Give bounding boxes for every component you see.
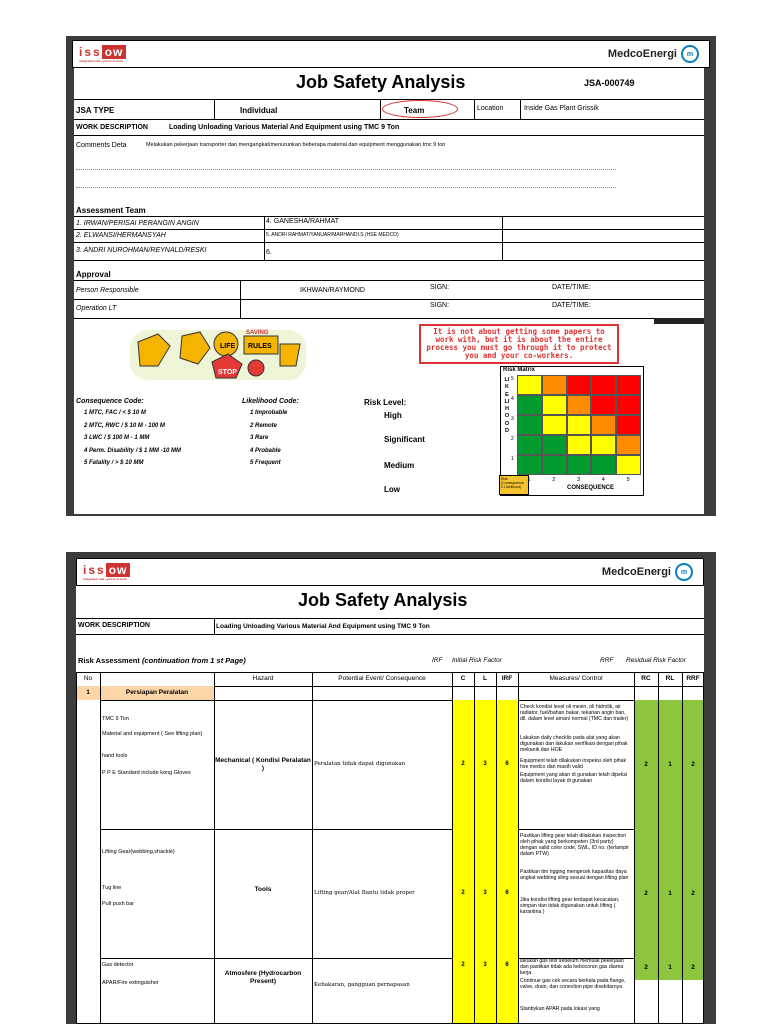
matrix-xlabel: CONSEQUENCE xyxy=(567,485,615,491)
risk-level-significant: Significant xyxy=(384,435,425,444)
risk-assessment-label: Risk Assessment (continuation from 1 st Page) xyxy=(78,656,246,665)
life-saving-rules-graphic xyxy=(130,322,306,382)
jsa-form xyxy=(74,68,704,514)
measure-item: Continue gas cek secara berkala pada flange, valve, drain, dan conection pipe disekitarnya xyxy=(520,978,626,990)
team-member-2: 2. ELWANSI/HERMANSYAH xyxy=(76,232,166,239)
header-band xyxy=(72,40,710,68)
rl-value: 1 xyxy=(668,964,672,971)
matrix-cell xyxy=(616,415,641,435)
table-vline xyxy=(100,672,101,1024)
measure-item: Lakukan daily checklis pada alat yang akan digunakan dan lakukan verifikasi dengan pihak mekanik dan HOE xyxy=(520,735,628,753)
issow-logo-2: iss ow integrated safe system of work xyxy=(83,563,130,581)
matrix-xtick-2: 2 xyxy=(552,477,556,483)
likelihood-item-3: 3 Rare xyxy=(250,435,269,441)
matrix-cell xyxy=(542,455,567,475)
hazard-item: Material and equipment ( See lifting plan) xyxy=(102,731,203,737)
page-title: Job Safety Analysis xyxy=(296,72,466,92)
matrix-cell xyxy=(591,455,616,475)
matrix-cell xyxy=(591,415,616,435)
column-header-measures-control: Measures/ Control xyxy=(549,675,603,682)
team-member-5: 5. ANDRI RAHMAT/YANUAR/MARHANDI.S (HSE MEDCO) xyxy=(266,232,399,238)
sign-label-2: SIGN: xyxy=(430,302,450,309)
matrix-cell xyxy=(616,455,641,475)
hazard-item: APAR/Fire extinguisher xyxy=(102,980,159,986)
medco-circle-icon: m xyxy=(681,45,699,63)
sign-label-1: SIGN: xyxy=(430,284,450,291)
rrf-value: 2 xyxy=(691,889,695,897)
hazard-cell: Mechanical ( Kondisi Peralatan ) xyxy=(215,756,311,772)
measure-item: Jika kondisi lifting gear terdapat kecacatan, simpan dan tidak digunakan untuk lifting ( karantina ) xyxy=(520,897,620,915)
matrix-cell xyxy=(567,455,592,475)
hazard-item: TMC 9 Ton xyxy=(102,716,129,722)
column-header-l: L xyxy=(483,675,487,682)
column-header-rc: RC xyxy=(641,675,651,682)
c-value: 2 xyxy=(461,760,465,767)
hazard-cell: Tools xyxy=(254,885,272,893)
column-header-c: C xyxy=(460,675,466,682)
consequence-item-1: 1 MTC, FAC / < $ 10 M xyxy=(84,410,146,416)
consequence-item-4: 4 Perm. Disability / $ 1 MM -10 MM xyxy=(84,447,182,454)
matrix-cell xyxy=(542,435,567,455)
comments-value: Melakukan pekerjaan transporter dan mengangkat/menurunkan beberapa material dan equipment menggunakan tmc 9 ton xyxy=(146,142,446,148)
person-responsible-value: IKHWAN/RAYMOND xyxy=(300,287,365,294)
event-cell: Lifting gear/Alat Bantu tidak proper xyxy=(314,889,415,896)
hazard-item: Gas detector xyxy=(102,962,134,968)
matrix-cell xyxy=(517,435,542,455)
irf-value: 6 xyxy=(505,889,509,896)
header-band-2 xyxy=(76,558,704,586)
risk-level-title: Risk Level: xyxy=(364,398,407,407)
table-vline xyxy=(214,672,215,1024)
column-header-hazard: Hazard xyxy=(252,675,274,682)
measure-item: Pastikan tim rigging mengecek kapasitas daya angkat webbing sling sesuai dengan lifting plan xyxy=(520,869,629,881)
location-value: Inside Gas Plant Grissik xyxy=(524,105,599,112)
l-value: 3 xyxy=(483,760,487,767)
hazard-item: Tug line xyxy=(102,885,122,891)
measure-item: lakukan gas test sebelum memulai pekerjaan dan pastikan tidak ada kebocoran gas diarea kerja xyxy=(520,958,624,976)
datetime-label-1: DATE/TIME: xyxy=(552,284,591,291)
risk-assessment-table xyxy=(76,672,704,1024)
jsa-type-team[interactable]: Team xyxy=(404,106,425,115)
table-vline xyxy=(658,672,659,1024)
jsa-page-1 xyxy=(66,36,716,516)
measure-item: Check kondisi level oli mesin, oli hidrolik, air radiator, fuel/bahan bakar, tekanan angin ban, dll. dalam level aman/ normal (TMC dan trailer) xyxy=(520,704,629,722)
team-member-3: 3. ANDRI NUROHMAN/REYNALD/RESKI xyxy=(76,247,207,254)
consequence-item-5: 5 Fatality / > $ 10 MM xyxy=(84,460,144,466)
dark-bar xyxy=(654,318,704,324)
matrix-ytick-4: 4 xyxy=(511,396,514,402)
matrix-cell xyxy=(591,395,616,415)
matrix-ytick-5: 5 xyxy=(511,376,514,382)
hazard-cell: Atmosfere (Hydrocarbon Present) xyxy=(224,970,302,985)
rrf-value: 2 xyxy=(691,964,695,971)
c-value: 2 xyxy=(461,962,465,968)
matrix-cell xyxy=(542,395,567,415)
consequence-item-3: 3 LWC / $ 100 M - 1 MM xyxy=(84,435,150,441)
measure-item: Equipment yang akan di gunakan telah dipeksi dalam kondisi layak di gunakan xyxy=(520,772,628,784)
table-vline xyxy=(452,672,453,1024)
matrix-ytick-3: 3 xyxy=(511,416,514,422)
matrix-xtick-5: 5 xyxy=(626,477,630,483)
rc-value: 2 xyxy=(644,760,648,768)
consequence-item-2: 2 MTC, RWC / $ 10 M - 100 M xyxy=(84,422,165,429)
rl-value: 1 xyxy=(668,889,672,897)
jsa-form-2 xyxy=(76,586,704,1024)
risk-level-medium: Medium xyxy=(384,461,415,470)
matrix-title: Risk Matrix xyxy=(503,367,536,373)
rrf-full: Residual Risk Factor xyxy=(626,657,686,664)
measure-item: Equipment telah dilakukan inspeksi oleh pihak hse medco dan masih valid xyxy=(520,758,627,770)
likelihood-item-1: 1 Improbable xyxy=(250,410,288,416)
l-value: 3 xyxy=(483,962,487,968)
table-vline xyxy=(703,672,704,1024)
team-member-1: 1. IRWAN/PERISAI PERANGIN ANGIN xyxy=(76,220,199,227)
consequence-title: Consequence Code: xyxy=(76,398,144,405)
safety-banner: It is not about getting some papers to work with, but it is about the entire process you must go through it to protect you and your co-workers. xyxy=(419,324,619,364)
rrf-value: 2 xyxy=(691,760,695,768)
team-member-6: 6. xyxy=(266,249,272,256)
column-header-potential-event-consequence: Potential Event/ Consequence xyxy=(338,675,426,682)
jsa-page-2 xyxy=(66,552,716,1024)
person-responsible-label: Person Responsible xyxy=(76,287,139,294)
irf-value: 6 xyxy=(505,760,509,767)
likelihood-item-5: 5 Frequent xyxy=(250,460,281,466)
datetime-label-2: DATE/TIME: xyxy=(552,302,591,309)
table-vline xyxy=(496,672,497,1024)
graphic-stop-text: STOP xyxy=(218,369,237,376)
team-member-4: 4. GANESHA/RAHMAT xyxy=(266,218,339,225)
matrix-cell xyxy=(591,375,616,395)
step-name-cell: Persiapan Peralatan xyxy=(100,686,214,700)
table-header-line xyxy=(76,672,704,673)
jsa-type-individual[interactable]: Individual xyxy=(240,106,278,115)
operation-lt-label: Operation LT xyxy=(76,305,117,312)
irf-value: 6 xyxy=(505,962,509,968)
medcoenergi-logo: MedcoEnergi m xyxy=(608,45,699,63)
matrix-legend: Risk (Consequence X Likelihood) xyxy=(499,475,529,495)
column-header-irf: IRF xyxy=(501,675,513,682)
graphic-rules-text: RULES xyxy=(248,343,272,350)
comments-label: Comments Deta xyxy=(76,142,127,149)
matrix-cell xyxy=(591,435,616,455)
hazard-item: Lifting Gear(webbing,shackle) xyxy=(102,849,175,855)
work-desc-label-2: WORK DESCRIPTION xyxy=(78,622,150,629)
medco-circle-icon-2: m xyxy=(675,563,693,581)
matrix-cell xyxy=(616,375,641,395)
work-desc-value-2: Loading Unloading Various Material And Equipment using TMC 9 Ton xyxy=(216,623,430,630)
likelihood-item-2: 2 Remote xyxy=(250,422,278,429)
issow-logo: iss ow integrated safe system of work xyxy=(79,45,126,63)
rc-value: 2 xyxy=(644,889,648,897)
matrix-cell xyxy=(616,395,641,415)
matrix-cell xyxy=(616,435,641,455)
rl-value: 1 xyxy=(668,760,672,768)
matrix-xticks xyxy=(517,477,641,485)
l-value: 3 xyxy=(483,889,487,896)
matrix-cell xyxy=(517,455,542,475)
table-vline xyxy=(682,672,683,1024)
row-top-line xyxy=(100,700,704,701)
likelihood-title: Likelihood Code: xyxy=(242,398,299,405)
matrix-cell xyxy=(567,395,592,415)
table-vline xyxy=(518,672,519,1024)
matrix-xtick-1: 1 xyxy=(527,477,531,483)
matrix-ytick-1: 1 xyxy=(511,456,514,462)
page-title-2: Job Safety Analysis xyxy=(298,590,468,610)
matrix-grid xyxy=(511,375,641,475)
doc-number: JSA-000749 xyxy=(584,78,635,88)
measure-item: Stanbykan APAR pada lokasi yang xyxy=(520,1006,600,1012)
irf-full: Initial Risk Factor xyxy=(452,657,502,664)
work-desc-value: Loading Unloading Various Material And Equipment using TMC 9 Ton xyxy=(169,124,400,131)
medcoenergi-logo-2: MedcoEnergi m xyxy=(602,563,693,581)
matrix-cell xyxy=(567,415,592,435)
c-value: 2 xyxy=(461,889,465,896)
matrix-xtick-4: 4 xyxy=(601,477,605,483)
hazard-item: Pull push bar xyxy=(102,901,135,907)
table-vline xyxy=(474,672,475,1024)
table-vline xyxy=(76,672,77,1024)
approval-label: Approval xyxy=(76,270,111,279)
work-desc-label: WORK DESCRIPTION xyxy=(76,124,148,131)
matrix-cell xyxy=(517,395,542,415)
column-header-no: No xyxy=(83,675,93,682)
rc-value: 2 xyxy=(644,964,648,971)
hazard-item: P P E Standard include kong Gloves xyxy=(102,770,191,776)
matrix-ylabel: LIKELIHOOD xyxy=(504,377,510,435)
matrix-cell xyxy=(542,375,567,395)
column-header-rl: RL xyxy=(665,675,675,682)
likelihood-item-4: 4 Probable xyxy=(250,447,281,454)
column-header-rrf: RRF xyxy=(686,675,700,682)
risk-matrix xyxy=(500,366,644,496)
measure-item: Pastikan lifting gear telah dilakukan inspection oleh pihak yang berkompeten (3rd party) dengan valid color code, SWL, ID no. (terlampir dalam PTW) xyxy=(520,833,629,857)
irf-label: IRF xyxy=(432,657,443,664)
graphic-saving-text: SAVING xyxy=(246,330,269,336)
matrix-cell xyxy=(517,375,542,395)
graphic-life-text: LIFE xyxy=(220,343,236,350)
table-vline xyxy=(312,672,313,1024)
matrix-cell xyxy=(567,375,592,395)
matrix-xtick-3: 3 xyxy=(577,477,581,483)
assessment-team-label: Assessment Team xyxy=(76,206,146,215)
risk-level-low: Low xyxy=(384,485,400,494)
event-cell: Peralatan tidak dapat digunakan xyxy=(314,760,406,767)
jsa-type-label: JSA TYPE xyxy=(76,106,115,115)
matrix-cell xyxy=(517,415,542,435)
table-vline xyxy=(634,672,635,1024)
location-label: Location xyxy=(477,105,504,112)
risk-level-high: High xyxy=(384,411,402,420)
rrf-label: RRF xyxy=(600,657,614,664)
event-cell: Kebakaran, gangguan pernapasan xyxy=(314,982,410,988)
step-no-cell: 1 xyxy=(76,686,100,700)
matrix-ytick-2: 2 xyxy=(511,436,514,442)
hazard-item: hand tools xyxy=(102,753,128,759)
row-top-line xyxy=(100,829,704,830)
matrix-cell xyxy=(542,415,567,435)
matrix-cell xyxy=(567,435,592,455)
